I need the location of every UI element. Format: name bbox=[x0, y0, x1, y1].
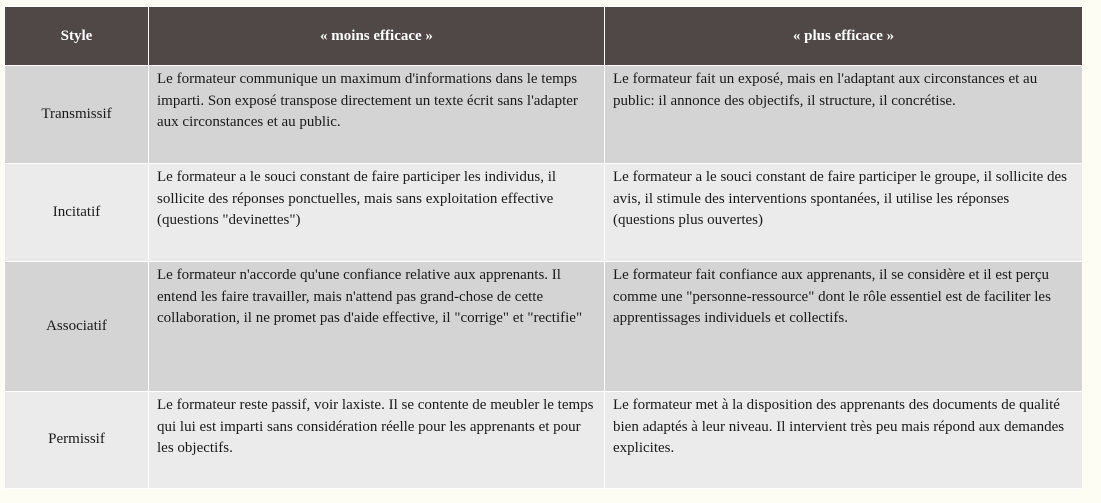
style-cell-transmissif: Transmissif bbox=[5, 66, 149, 164]
style-cell-associatif: Associatif bbox=[5, 262, 149, 392]
more-effective-cell: Le formateur fait un exposé, mais en l'adaptant aux circonstances et au public: il annonce des objectifs, il structure, il concrétise. bbox=[605, 66, 1083, 164]
teaching-styles-table bbox=[4, 6, 1083, 489]
more-effective-cell: Le formateur fait confiance aux apprenants, il se considère et il est perçu comme une "personne-ressource" dont le rôle essentiel est de faciliter les apprentissages individuels et collectifs. bbox=[605, 262, 1083, 392]
header-more-effective: « plus efficace » bbox=[605, 7, 1083, 66]
header-style: Style bbox=[5, 7, 149, 66]
header-less-effective: « moins efficace » bbox=[149, 7, 605, 66]
header-row bbox=[5, 7, 1083, 66]
table-row bbox=[5, 164, 1083, 262]
more-effective-cell: Le formateur met à la disposition des apprenants des documents de qualité bien adaptés à leur niveau. Il intervient très peu mais répond aux demandes explicites. bbox=[605, 392, 1083, 489]
style-cell-incitatif: Incitatif bbox=[5, 164, 149, 262]
table-row bbox=[5, 392, 1083, 489]
less-effective-cell: Le formateur n'accorde qu'une confiance relative aux apprenants. Il entend les faire travailler, mais n'attend pas grand-chose de cette collaboration, il ne promet pas d'aide effective, il "corrige" et "rectifie" bbox=[149, 262, 605, 392]
more-effective-cell: Le formateur a le souci constant de faire participer le groupe, il sollicite des avis, il stimule des interventions spontanées, il utilise les réponses (questions plus ouvertes) bbox=[605, 164, 1083, 262]
table-row bbox=[5, 262, 1083, 392]
less-effective-cell: Le formateur reste passif, voir laxiste. Il se contente de meubler le temps qui lui est imparti sans considération réelle pour les apprenants et pour les objectifs. bbox=[149, 392, 605, 489]
table-row bbox=[5, 66, 1083, 164]
less-effective-cell: Le formateur a le souci constant de faire participer les individus, il sollicite des réponses ponctuelles, mais sans exploitation effective (questions "devinettes") bbox=[149, 164, 605, 262]
less-effective-cell: Le formateur communique un maximum d'informations dans le temps imparti. Son exposé transpose directement un texte écrit sans l'adapter aux circonstances et au public. bbox=[149, 66, 605, 164]
style-cell-permissif: Permissif bbox=[5, 392, 149, 489]
